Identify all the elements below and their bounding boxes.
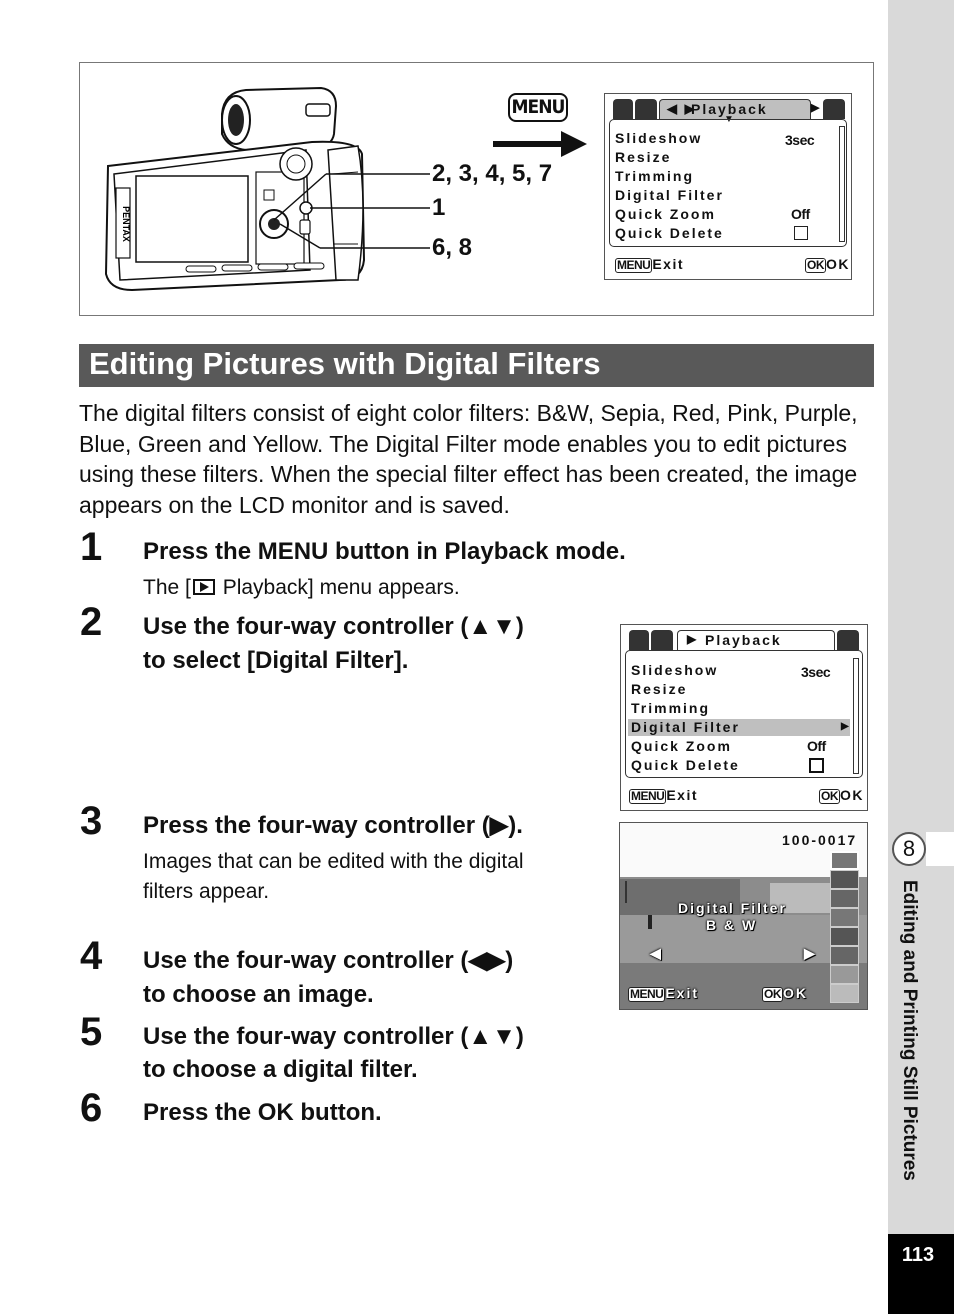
menu-item-slideshow: Slideshow: [615, 130, 703, 146]
chapter-number: 8: [892, 832, 926, 866]
camera-tab-icon: [613, 99, 633, 119]
setup-tab-icon: [823, 99, 845, 119]
menu-item-digital-filter: Digital Filter: [631, 719, 740, 735]
camera-tab-icon: [629, 630, 649, 650]
filter-color-strip: [830, 851, 859, 1003]
section-title: Editing Pictures with Digital Filters: [89, 346, 601, 381]
step-description-line2: filters appear.: [143, 880, 270, 903]
lcd-playback-menu: [604, 93, 852, 280]
checkbox-icon: [794, 226, 808, 240]
ok-label: OK: [783, 985, 808, 1001]
step-title: Press the MENU button in Playback mode.: [143, 538, 626, 565]
ok-label: OK: [826, 256, 850, 272]
playback-tab-label: Playback: [705, 632, 782, 648]
menu-item-resize: Resize: [631, 681, 688, 697]
step-title: Press the four-way controller (▶).: [143, 812, 523, 839]
step-description-line1: Images that can be edited with the digital: [143, 850, 524, 873]
callout-steps-6-8: 6, 8: [432, 234, 473, 261]
menu-item-resize: Resize: [615, 149, 672, 165]
step-description: The [ Playback] menu appears.: [143, 576, 460, 599]
step-number: 6: [80, 1086, 103, 1130]
tab-arrow-right-icon: ▶: [811, 102, 822, 114]
menu-value-quick-zoom: Off: [807, 738, 826, 754]
scrollbar: [839, 126, 845, 242]
mode-label: Digital Filter: [678, 900, 787, 916]
menu-key-icon: MENU: [631, 789, 665, 803]
lcd-digital-filter-selected: [620, 624, 868, 811]
scrollbar: [853, 658, 859, 774]
step-title-line1: Use the four-way controller (▲▼): [143, 1023, 524, 1050]
callout-steps-2-7: 2, 3, 4, 5, 7: [432, 160, 553, 187]
menu-value-slideshow: 3sec: [801, 664, 831, 680]
menu-item-quick-delete: Quick Delete: [615, 225, 724, 241]
ok-key-icon: OK: [821, 789, 838, 803]
ok-key-icon: OK: [807, 258, 824, 272]
menu-item-trimming: Trimming: [615, 168, 695, 184]
step-number: 1: [80, 525, 103, 569]
intro-paragraph: The digital filters consist of eight color filters: B&W, Sepia, Red, Pink, Purple, Blue, Green and Yellow. The Digital Filter mode enables you to edit pictures using these filters. When the special filter effect has been created, the image appears on the LCD monitor and is saved.: [79, 400, 858, 518]
callout-step-1: 1: [432, 194, 446, 221]
menu-item-quick-zoom: Quick Zoom: [615, 206, 716, 222]
exit-label: Exit: [652, 256, 685, 272]
submenu-arrow-icon: ▶: [841, 721, 851, 732]
step-number: 2: [80, 600, 103, 644]
playback-icon: [193, 579, 215, 595]
menu-value-quick-zoom: Off: [791, 206, 810, 222]
setup-tab-icon: [837, 630, 859, 650]
playback-tab-label: Playback: [691, 101, 768, 117]
step-number: 5: [80, 1010, 103, 1054]
playback-tab-arrow-icon: ◀ ▶: [667, 101, 697, 116]
step-title-line2: to choose a digital filter.: [143, 1056, 418, 1083]
callout-lines: [270, 160, 440, 260]
exit-label: Exit: [666, 787, 699, 803]
step-title: Press the OK button.: [143, 1099, 382, 1126]
menu-item-quick-delete: Quick Delete: [631, 757, 740, 773]
tab-down-arrow-icon: ▼: [724, 114, 736, 125]
movie-tab-icon: [635, 99, 657, 119]
arrow-left-icon: ◀: [650, 945, 663, 961]
ok-key-icon: OK: [764, 987, 781, 1001]
file-number: 100-0017: [782, 832, 858, 848]
brand-logo: PENTAX: [121, 206, 131, 242]
lcd-filter-preview: [619, 822, 868, 1010]
menu-item-quick-zoom: Quick Zoom: [631, 738, 732, 754]
exit-label: Exit: [665, 985, 700, 1001]
movie-tab-icon: [651, 630, 673, 650]
step-number: 4: [80, 934, 103, 978]
step-title-line2: to choose an image.: [143, 981, 374, 1008]
checkbox-icon: [809, 758, 824, 773]
menu-key-icon: MENU: [617, 258, 651, 272]
step-title-line1: Use the four-way controller (▲▼): [143, 613, 524, 640]
menu-item-trimming: Trimming: [631, 700, 711, 716]
menu-item-digital-filter: Digital Filter: [615, 187, 724, 203]
chapter-marker-bar: [926, 832, 954, 866]
ok-label: OK: [840, 787, 864, 803]
step-number: 3: [80, 799, 103, 843]
chapter-title: Editing and Printing Still Pictures: [899, 880, 920, 1181]
step-title-line1: Use the four-way controller (◀▶): [143, 947, 514, 974]
filter-name: B & W: [706, 917, 758, 933]
arrow-right-icon: [493, 131, 587, 157]
playback-tab-icon: ▶: [687, 632, 699, 646]
menu-button-icon: MENU: [508, 93, 568, 122]
menu-value-slideshow: 3sec: [785, 132, 815, 148]
step-title-line2: to select [Digital Filter].: [143, 647, 409, 674]
menu-item-slideshow: Slideshow: [631, 662, 719, 678]
arrow-right-icon: ▶: [804, 945, 817, 961]
page-number: 113: [901, 1244, 935, 1266]
menu-key-icon: MENU: [630, 987, 664, 1001]
